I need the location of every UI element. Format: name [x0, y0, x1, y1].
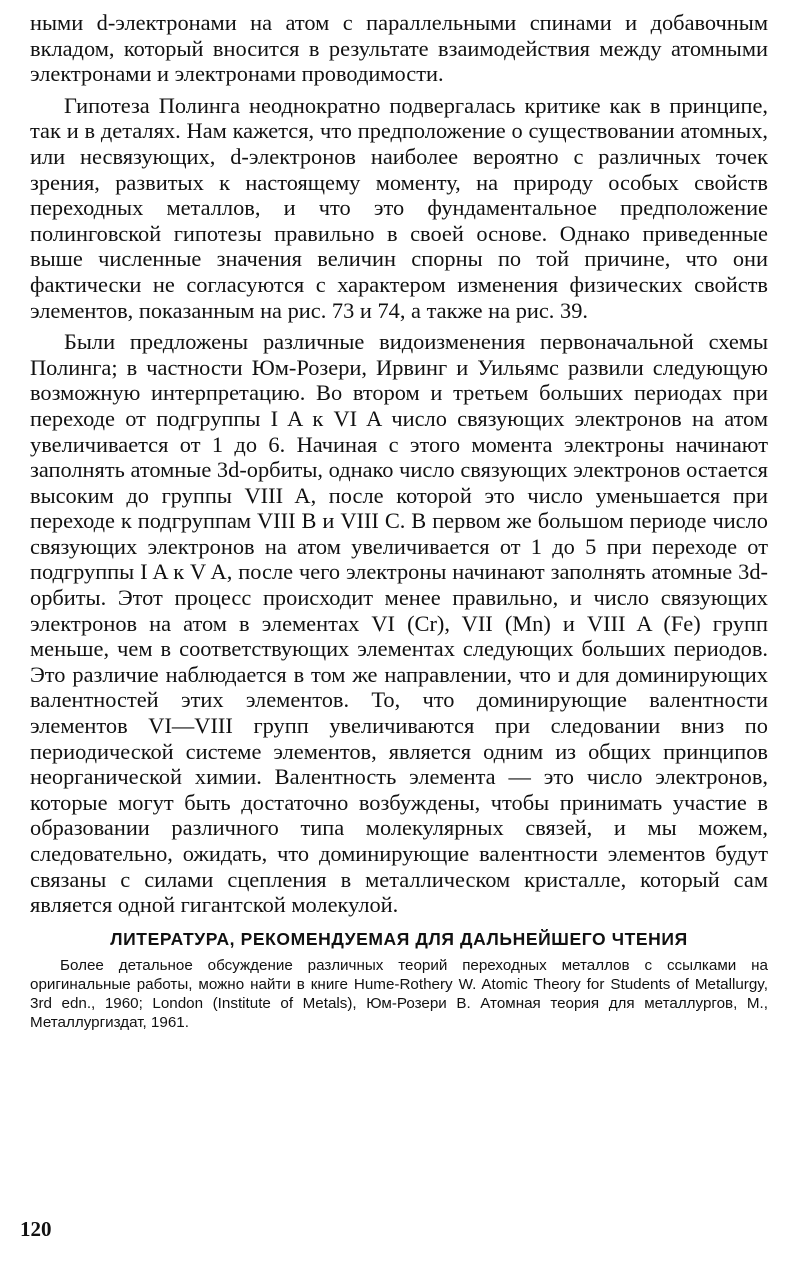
paragraph-continuation: ными d-электронами на атом с параллельными спинами и добавочным вкладом, который вносится в результате взаимодействия между атомными электронами и электронами проводимости.: [30, 10, 768, 87]
paragraph-modifications: Были предложены различные видоизменения первоначальной схемы Полинга; в частности Юм-Розери, Ирвинг и Уильямс развили следующую возможную интерпретацию. Во втором и третьем больших периодах при переходе от подгруппы I A к VI A число связующих электронов на атом увеличивается от 1 до 6. Начиная с этого момента электроны начинают заполнять атомные 3d-орбиты, однако число связующих электронов остается высоким до группы VIII A, после которой это число уменьшается при переходе к подгруппам VIII B и VIII C. В первом же большом периоде число связующих электронов на атом увеличивается от 1 до 5 при переходе от подгруппы I A к V A, после чего электроны начинают заполнять атомные 3d-орбиты. Этот процесс происходит менее правильно, и число связующих электронов на атом в элементах VI (Cr), VII (Mn) и VIII A (Fe) групп меньше, чем в соответствующих элементах следующих больших периодов. Это различие наблюдается в том же направлении, что и для доминирующих валентностей этих элементов. То, что доминирующие валентности элементов VI—VIII групп увеличиваются при следовании вниз по периодической системе элементов, является одним из общих принципов неорганической химии. Валентность элемента — это число электронов, которые могут быть достаточно возбуждены, чтобы принимать участие в образовании различного типа молекулярных связей, и мы можем, следовательно, ожидать, что доминирующие валентности элементов будут связаны с силами сцепления в металлическом кристалле, который сам является одной гигантской молекулой.: [30, 329, 768, 918]
page-body: [30, 10, 768, 1032]
section-heading: ЛИТЕРАТУРА, РЕКОМЕНДУЕМАЯ ДЛЯ ДАЛЬНЕЙШЕГО ЧТЕНИЯ: [110, 928, 688, 949]
paragraph-pauling-critique: Гипотеза Полинга неоднократно подвергалась критике как в принципе, так и в деталях. Нам кажется, что предположение о существовании атомных, или несвязующих, d-электронов наиболее вероятно с различных точек зрения, развитых к настоящему моменту, на природу особых свойств переходных металлов, и что это фундаментальное предположение полинговской гипотезы правильно в своей основе. Однако приведенные выше численные значения величин спорны по той причине, что они фактически не согласуются с характером изменения физических свойств элементов, показанным на рис. 73 и 74, а также на рис. 39.: [30, 92, 768, 323]
references-text: Более детальное обсуждение различных теорий переходных металлов с ссылками на оригинальные работы, можно найти в книге Hume-Rothery W. Atomic Theory for Students of Metallurgy, 3rd edn., 1960; London (Institute of Metals), Юм-Розери В. Атомная теория для металлургов, М., Металлургиздат, 1961.: [30, 956, 768, 1031]
page-number: 120: [20, 1217, 52, 1241]
